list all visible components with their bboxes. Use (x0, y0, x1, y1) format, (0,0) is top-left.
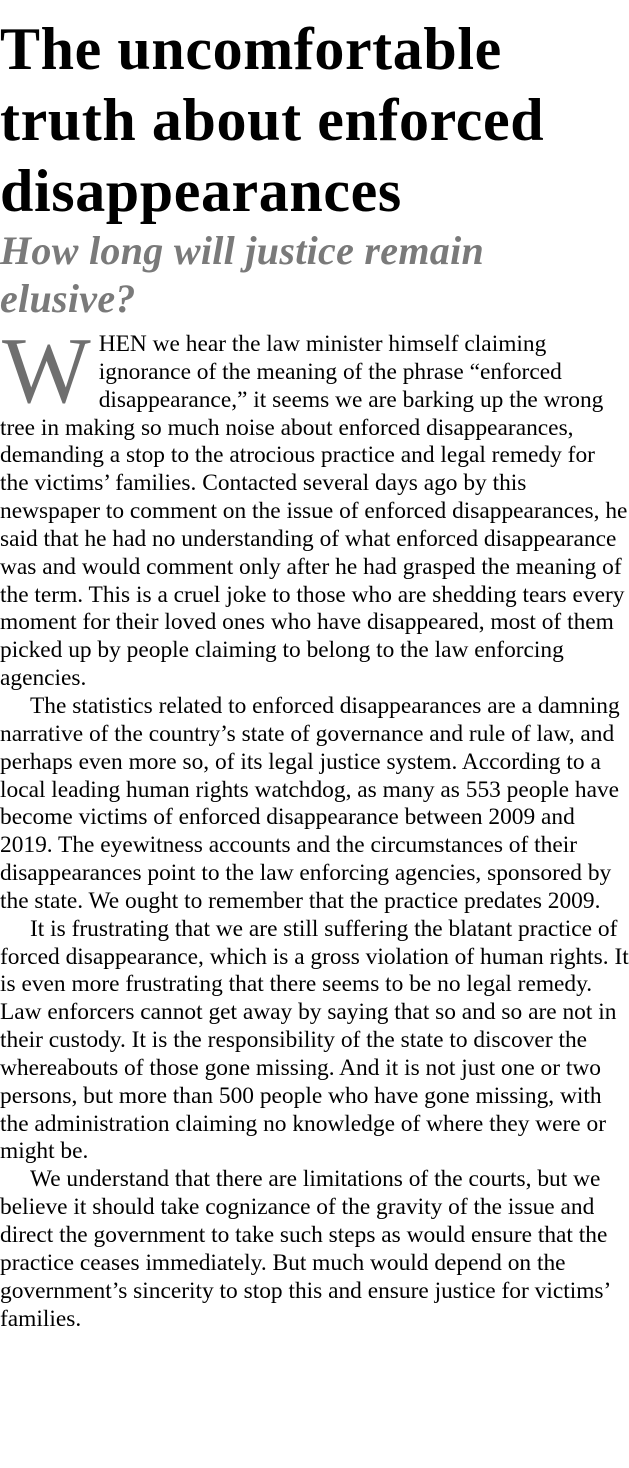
paragraph-3: It is frustrating that we are still suffering the blatant practice of forced disappearance, which is a gross violation of human rights. It is even more frustrating that there seems to be no legal remedy. Law enforcers cannot get away by saying that so and so are not in their custody. It is the responsibility of the state to discover the whereabouts of those gone missing. And it is not just one or two persons, but more than 500 people who have gone missing, with the administration claiming no knowledge of where they were or might be. (0, 915, 629, 1165)
article-body (0, 319, 629, 1333)
paragraph-4: We understand that there are limitations of the courts, but we believe it should take cognizance of the gravity of the issue and direct the government to take such steps as would ensure that the practice ceases immediately. But much would depend on the government’s sincerity to stop this and ensure justice for victims’ families. (0, 1166, 610, 1332)
subheadline: How long will justice remain elusive? (0, 228, 485, 321)
paragraph-2: The statistics related to enforced disappearances are a damning narrative of the country’s state of governance and rule of law, and perhaps even more so, of its legal justice system. According to a local leading human rights watchdog, as many as 553 people have become victims of enforced disappearance between 2009 and 2019. The eyewitness accounts and the circumstances of their disappearances point to the law enforcing agencies, sponsored by the state. We ought to remember that the practice predates 2009. (0, 692, 620, 914)
paragraph-1-text: HEN we hear the law minister himself claiming ignorance of the meaning of the phrase “enforced disappearance,” it seems we are barking up the wrong tree in making so much noise about enforced disappearances, demanding a stop to the atrocious practice and legal remedy for the victims’ families. Contacted several days ago by this newspaper to comment on the issue of enforced disappearances, he said that he had no understanding of what enforced disappearance was and would comment only after he had grasped the meaning of the term. This is a cruel joke to those who are shedding tears every moment for their loved ones who have disappeared, most of them picked up by people claiming to belong to the law enforcing agencies. (0, 331, 628, 692)
paragraph-1 (0, 319, 629, 693)
headline: The uncomfortable truth about enforced disappearances (0, 16, 545, 224)
drop-cap: W (2, 319, 91, 423)
